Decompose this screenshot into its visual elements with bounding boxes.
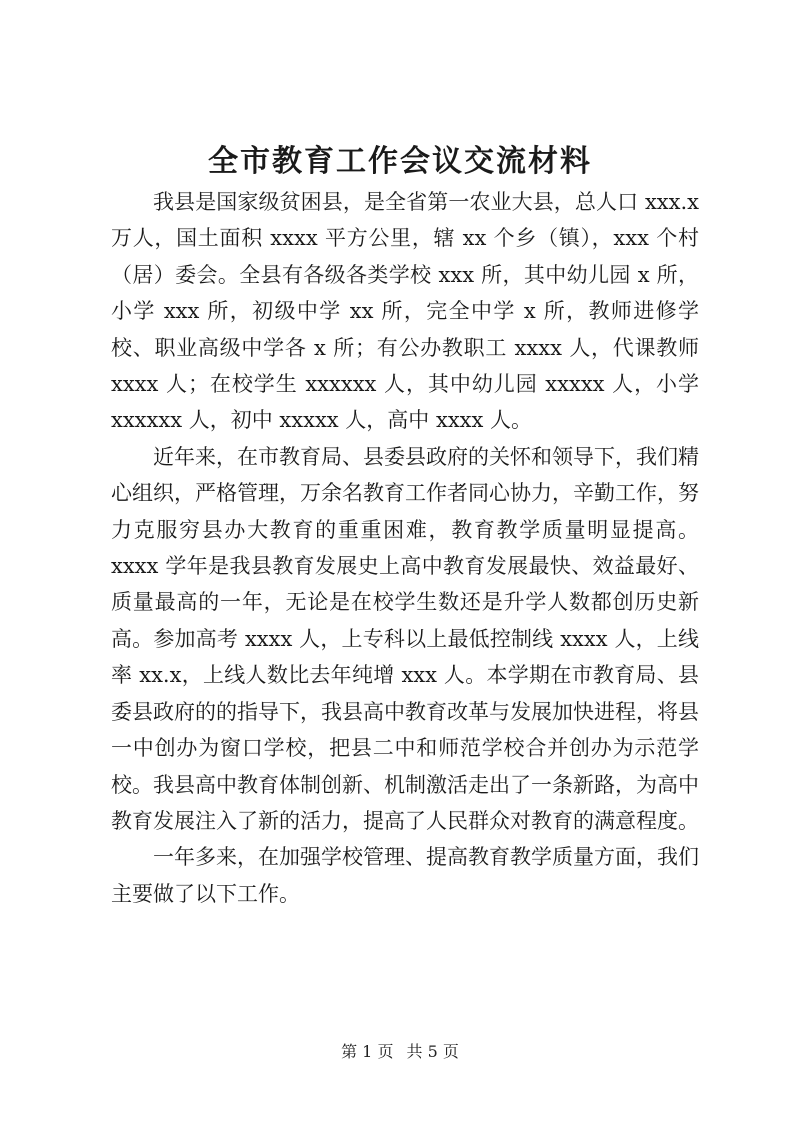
page-footer bbox=[0, 1040, 800, 1064]
paragraph-3: 一年多来，在加强学校管理、提高教育教学质量方面，我们主要做了以下工作。 bbox=[111, 845, 699, 906]
page-total: 共 5 页 bbox=[406, 1042, 459, 1061]
paragraph-1: 我县是国家级贫困县，是全省第一农业大县，总人口 xxx.x 万人，国土面积 xxxx 平方公里，辖 xx 个乡（镇），xxx 个村（居）委会。全县有各级各类学校 xxx 所，其中幼儿园 x 所，小学 xxx 所，初级中学 xx 所，完全中学 x 所，教师进修学校、职业高级中学各 x 所；有公办教职工 xxxx 人，代课教师 xxxx 人；在校学生 xxxxxx 人，其中幼儿园 xxxxx 人，小学 xxxxxx 人，初中 xxxxx 人，高中 xxxx 人。 bbox=[111, 190, 699, 433]
document-body bbox=[111, 184, 699, 912]
page-number: 第 1 页 bbox=[341, 1042, 394, 1061]
document-title: 全市教育工作会议交流材料 bbox=[208, 144, 592, 179]
paragraph-2: 近年来，在市教育局、县委县政府的关怀和领导下，我们精心组织，严格管理，万余名教育工作者同心协力，辛勤工作，努力克服穷县办大教育的重重困难，教育教学质量明显提高。xxxx 学年是我县教育发展史上高中教育发展最快、效益最好、质量最高的一年，无论是在校学生数还是升学人数都创历史新高。参加高考 xxxx 人，上专科以上最低控制线 xxxx 人，上线率 xx.x，上线人数比去年纯增 xxx 人。本学期在市教育局、县委县政府的的指导下，我县高中教育改革与发展加快进程，将县一中创办为窗口学校，把县二中和师范学校合并创办为示范学校。我县高中教育体制创新、机制激活走出了一条新路，为高中教育发展注入了新的活力，提高了人民群众对教育的满意程度。 bbox=[111, 444, 699, 833]
